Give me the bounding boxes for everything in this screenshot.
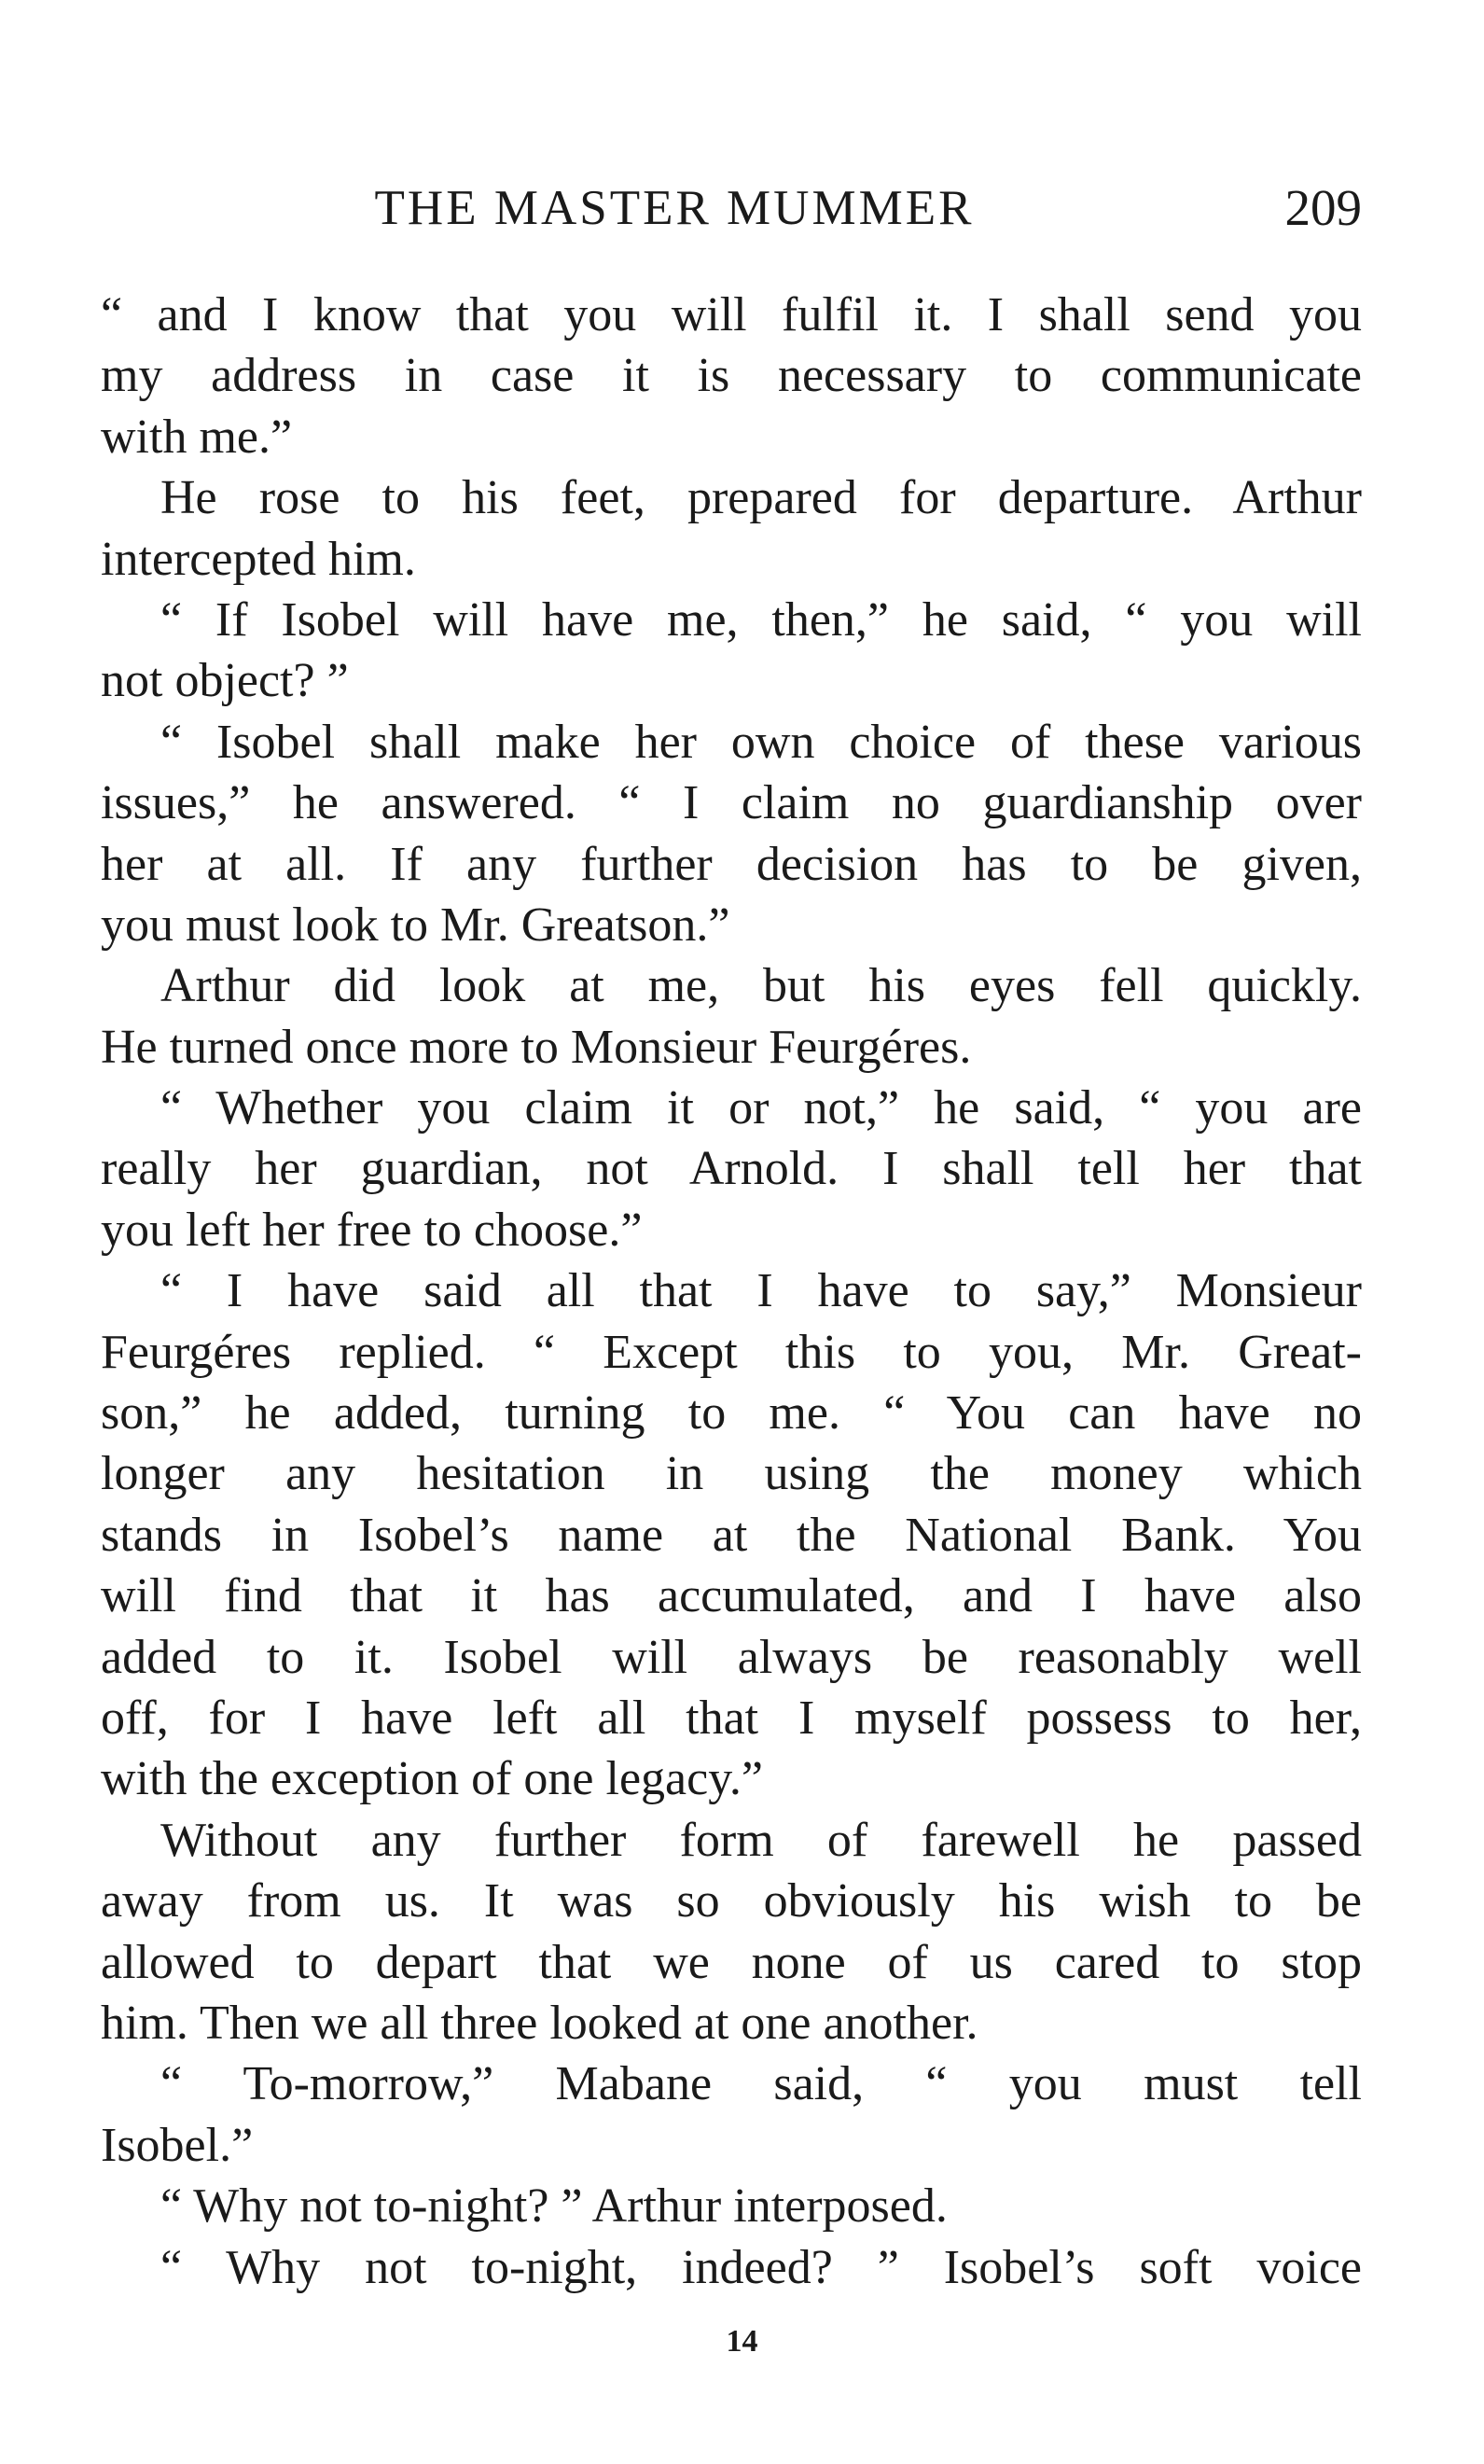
text-line: you left her free to choose.” [101,1203,643,1257]
text-line: Without any further form of farewell he passed [160,1813,1362,1867]
body-text [101,285,1362,2298]
text-line: my address in case it is necessary to communicate [101,349,1362,403]
text-line: Feurgéres replied. “ Except this to you, Mr. Great- [101,1325,1362,1379]
text-line: son,” he added, turning to me. “ You can have no [101,1386,1362,1441]
text-line: “ Why not to-night, indeed? ” Isobel’s soft voice [160,2240,1362,2294]
text-line: allowed to depart that we none of us cared to stop [101,1935,1362,1989]
text-line: “ I have said all that I have to say,” Monsieur [160,1264,1362,1318]
text-line: not object? ” [101,654,349,708]
text-line: stands in Isobel’s name at the National Bank. You [101,1508,1362,1562]
text-line: him. Then we all three looked at one another. [101,1996,978,2050]
text-line: “ Whether you claim it or not,” he said, “ you are [160,1081,1362,1135]
text-line: He turned once more to Monsieur Feurgéres. [101,1020,972,1074]
text-line: with me.” [101,410,293,464]
text-line: will find that it has accumulated, and I have also [101,1569,1362,1623]
text-line: “ To-morrow,” Mabane said, “ you must tell [160,2057,1362,2111]
text-line: Isobel.” [101,2118,254,2172]
text-line: issues,” he answered. “ I claim no guardianship over [101,776,1362,830]
page-number: 209 [1284,179,1362,236]
text-line: away from us. It was so obviously his wish to be [101,1874,1362,1928]
running-title: THE MASTER MUMMER [374,181,975,235]
text-line: her at all. If any further decision has to be given, [101,837,1362,891]
text-line: “ Isobel shall make her own choice of these various [160,715,1362,769]
text-line: Arthur did look at me, but his eyes fell quickly. [160,959,1362,1013]
running-head [101,175,1362,241]
signature-mark: 14 [726,2324,758,2359]
text-line: off, for I have left all that I myself possess to her, [101,1691,1362,1745]
text-line: added to it. Isobel will always be reasonably well [101,1630,1362,1684]
text-line: “ If Isobel will have me, then,” he said, “ you will [160,592,1362,647]
text-line: you must look to Mr. Greatson.” [101,898,730,952]
text-line: really her guardian, not Arnold. I shall tell her that [101,1142,1362,1196]
text-line: “ Why not to-night? ” Arthur interposed. [160,2179,948,2234]
text-line: longer any hesitation in using the money which [101,1447,1362,1501]
text-line: He rose to his feet, prepared for departure. Arthur [160,471,1362,525]
text-line: with the exception of one legacy.” [101,1752,763,1806]
text-line: “ and I know that you will fulfil it. I shall send you [101,288,1362,341]
text-line: intercepted him. [101,532,416,586]
